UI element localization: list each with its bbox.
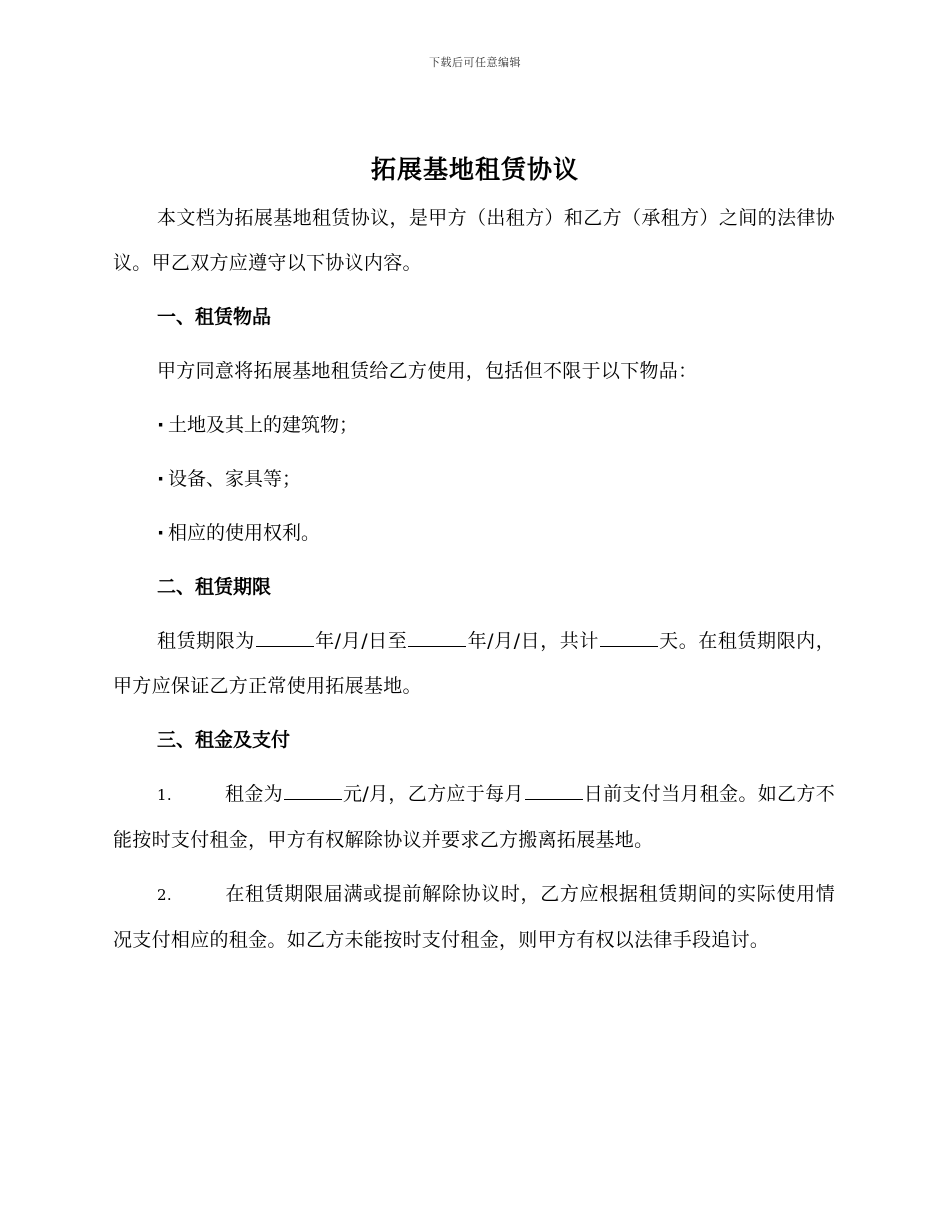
fill-in-blank[interactable] [525, 781, 583, 800]
section-3-heading: 三、租金及支付 [157, 729, 291, 751]
numbered-item-2 [113, 872, 835, 963]
fill-in-blank[interactable] [600, 628, 658, 647]
document-body [113, 196, 835, 963]
bullet-item-text: 设备、家具等； [168, 468, 302, 490]
bullet-dot: · [157, 468, 165, 490]
intro-paragraph: 本文档为拓展基地租赁协议，是甲方（出租方）和乙方（承租方）之间的法律协议。甲乙双方应遵守以下协议内容。 [113, 207, 835, 274]
fill-in-blank[interactable] [256, 628, 314, 647]
numbered-item-1 [113, 772, 835, 863]
item-number: 2. [157, 886, 172, 904]
page-header: 下载后可任意编辑 [429, 56, 521, 69]
bullet-dot: · [157, 522, 165, 544]
document-title: 拓展基地租赁协议 [370, 155, 579, 184]
text-run: 元/月，乙方应于每月 [343, 783, 524, 805]
bullet-item-text: 土地及其上的建筑物； [168, 414, 359, 436]
bullet-item [113, 457, 835, 502]
text-run: 年/月/日至 [314, 630, 408, 652]
section-1-heading: 一、租赁物品 [157, 306, 272, 328]
fill-in-blank[interactable] [284, 781, 342, 800]
text-run: 年/月/日，共计 [467, 630, 599, 652]
bullet-item [113, 403, 835, 448]
text-run: 日前支付当月租金。如乙方不能按时支付租金，甲方有权解除协议并要求乙方搬离拓展基地。 [113, 783, 835, 851]
text-run: 在租赁期限届满或提前解除协议时，乙方应根据租赁期间的实际使用情况支付相应的租金。如乙方未能按时支付租金，则甲方有权以法律手段追讨。 [113, 883, 835, 951]
fill-in-blank[interactable] [408, 628, 466, 647]
bullet-item [113, 511, 835, 556]
bullet-dot: · [157, 414, 165, 436]
item-number: 1. [157, 786, 172, 804]
text-run: 租金为 [225, 783, 284, 805]
section-2-paragraph [113, 619, 835, 709]
section-1-lead: 甲方同意将拓展基地租赁给乙方使用，包括但不限于以下物品： [157, 360, 698, 382]
text-run: 天。在租赁期限内，甲方应保证乙方正常使用拓展基地。 [113, 630, 835, 697]
section-2-heading: 二、租赁期限 [157, 576, 272, 598]
text-run: 租赁期限为 [157, 630, 255, 652]
bullet-item-text: 相应的使用权利。 [168, 522, 321, 544]
